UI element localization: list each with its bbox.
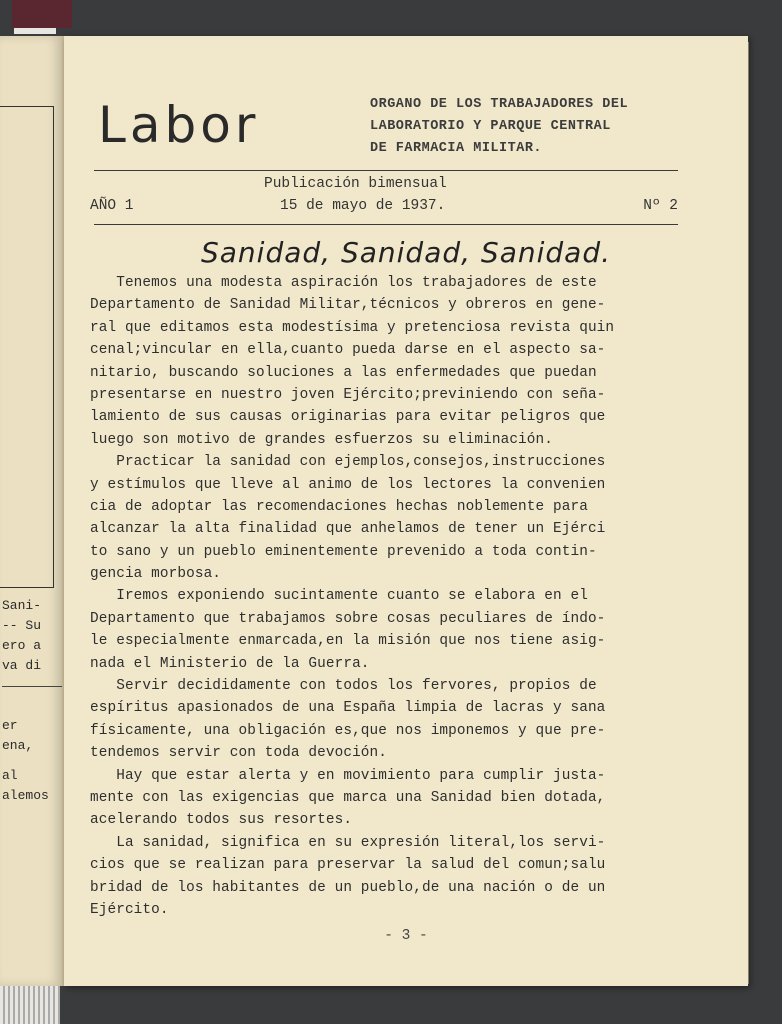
text-line: alcanzar la alta finalidad que anhelamos de tener un Ejérci [90,521,606,538]
left-snippet: ero a [2,638,42,653]
text-line: presentarse en nuestro joven Ejército;previniendo con seña- [90,386,606,403]
text-line: luego son motivo de grandes esfuerzos su eliminación. [90,431,553,448]
text-line: espíritus apasionados de una España limpia de lacras y sana [90,700,606,717]
left-snippet: va di [2,658,42,673]
left-facing-page [0,36,65,986]
left-snippet: er [2,718,18,733]
text-line: Departamento de Sanidad Militar,técnicos y obreros en gene- [90,297,606,314]
issue-number: Nº 2 [643,198,678,214]
text-line: cia de adoptar las recomendaciones hechas noblemente para [90,498,588,515]
text-line: acelerando todos sus resortes. [90,812,353,829]
text-line: tendemos servir con toda devoción. [90,745,388,762]
left-page-text [2,596,65,806]
left-divider [2,686,62,687]
text-line: gencia morbosa. [90,566,222,583]
text-line: cenal;vincular en ella,cuanto pueda darse en el aspecto sa- [90,342,606,359]
left-snippet: al [2,768,18,783]
organ-line: DE FARMACIA MILITAR. [370,141,543,156]
text-line: Hay que estar alerta y en movimiento para cumplir justa- [90,767,606,784]
issue-date: 15 de mayo de 1937. [280,198,446,214]
left-snippet: alemos [2,788,49,803]
text-line: Practicar la sanidad con ejemplos,consejos,instrucciones [90,454,606,471]
text-line: La sanidad, significa en su expresión literal,los servi- [90,834,606,851]
left-snippet: -- Su [2,618,42,633]
article-body [90,272,680,921]
text-line: cios que se realizan para preservar la salud del comun;salu [90,857,606,874]
text-line: Tenemos una modesta aspiración los trabajadores de este [90,275,597,291]
masthead [98,94,678,174]
text-line: Servir decididamente con todos los fervores, propios de [90,678,597,695]
text-line: Iremos exponiendo sucintamente cuanto se elabora en el [90,588,588,605]
text-line: mente con las exigencias que marca una Sanidad bien dotada, [90,789,606,806]
left-snippet: Sani- [2,598,42,613]
binding-bottom [0,986,60,1024]
text-line: ral que editamos esta modestísima y pretenciosa revista quin [90,319,615,336]
text-line: nitario, buscando soluciones a las enfermedades que puedan [90,364,597,381]
binding-strip [14,28,56,34]
issue-year: AÑO 1 [90,198,134,214]
organ-line: LABORATORIO Y PARQUE CENTRAL [370,119,611,134]
text-line: to sano y un pueblo eminentemente prevenido a toda contin- [90,543,597,560]
text-line: físicamente, una obligación es,que nos imponemos y que pre- [90,722,606,739]
article-title: Sanidad, Sanidad, Sanidad. [201,236,611,269]
publication-frequency: Publicación bimensual [264,176,447,192]
left-page-illustration-frame [0,106,54,588]
publication-logo: Labor [98,96,260,154]
text-line: nada el Ministerio de la Guerra. [90,655,370,672]
document-page [64,36,748,986]
left-snippet: ena, [2,738,34,753]
text-line: Ejército. [90,901,169,918]
masthead-rule [94,170,678,171]
issue-info [90,198,678,220]
text-line: le especialmente enmarcada,en la misión que nos tiene asig- [90,633,606,650]
header-rule [94,224,678,225]
binding-tab [12,0,72,28]
text-line: y estímulos que lleve al animo de los lectores la convenien [90,476,606,493]
organ-line: ORGANO DE LOS TRABAJADORES DEL [370,97,629,112]
page-number: - 3 - [384,928,428,944]
organ-description [370,94,690,160]
text-line: Departamento que trabajamos sobre cosas peculiares de índo- [90,610,606,627]
text-line: bridad de los habitantes de un pueblo,de una nación o de un [90,879,606,896]
text-line: lamiento de sus causas originarias para evitar peligros que [90,409,606,426]
